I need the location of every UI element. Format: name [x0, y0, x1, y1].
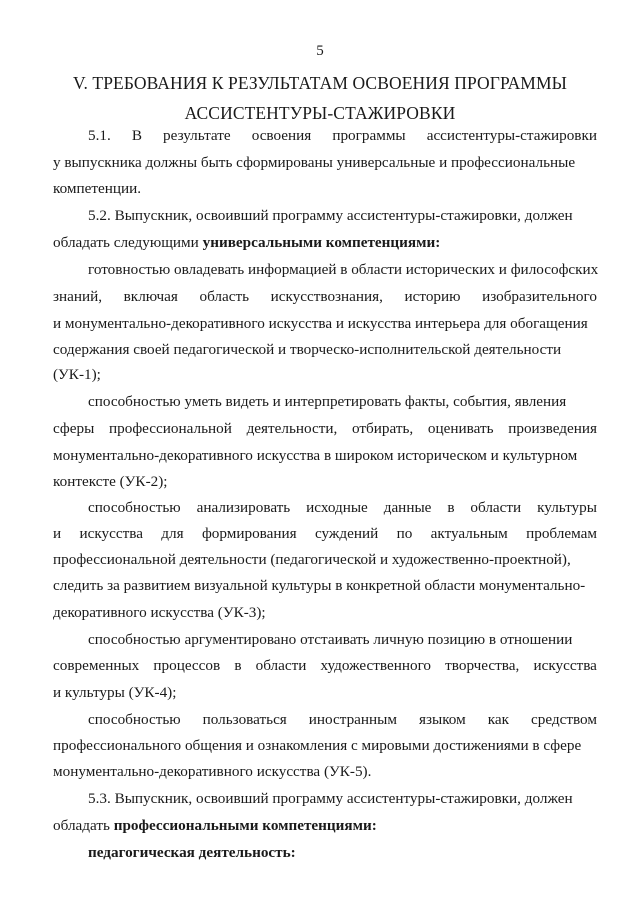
uk2-line-3: монументально-декоративного искусства в широком историческом и культурном: [53, 447, 578, 464]
uk1-line-3: и монументально-декоративного искусства и искусства интерьера для обогащения: [53, 315, 588, 332]
word: профессиональной: [109, 420, 232, 437]
word: проблемам: [526, 525, 597, 542]
word: культуры: [537, 499, 597, 516]
word: современных: [53, 657, 140, 674]
uk3-line-2: [53, 525, 597, 543]
word: область: [199, 288, 250, 305]
professional-competencies-label: профессиональными компетенциями:: [113, 817, 377, 834]
word: произведения: [508, 420, 597, 437]
uk4-line-1: способностью аргументировано отстаивать личную позицию в отношении: [88, 631, 573, 648]
word: пользоваться: [202, 711, 287, 728]
word: актуальным: [430, 525, 508, 542]
word: способностью: [88, 499, 181, 516]
word: сферы: [53, 420, 95, 437]
word: данные: [383, 499, 432, 516]
paragraph-5-1-line-3: компетенции.: [53, 180, 142, 197]
word: творчества,: [445, 657, 520, 674]
word: программы: [332, 127, 406, 144]
word: искусствознания,: [270, 288, 383, 305]
word: освоения: [251, 127, 312, 144]
word: анализировать: [196, 499, 291, 516]
uk5-line-1: [88, 711, 597, 729]
uk3-line-5: декоративного искусства (УК-3);: [53, 604, 266, 621]
word: по: [396, 525, 413, 542]
uk1-line-2: [53, 288, 597, 306]
uk5-line-2: профессионального общения и ознакомления с мировыми достижениями в сфере: [53, 737, 582, 754]
word: 5.1.: [88, 127, 111, 144]
word: процессов: [153, 657, 221, 674]
word: как: [487, 711, 509, 728]
uk2-line-4: контексте (УК-2);: [53, 473, 168, 490]
word: художественного: [320, 657, 432, 674]
word: изобразительного: [482, 288, 597, 305]
word: деятельности,: [246, 420, 338, 437]
word: результате: [163, 127, 231, 144]
universal-competencies-label: универсальными компетенциями:: [202, 234, 441, 251]
word: в: [447, 499, 455, 516]
word: отбирать,: [352, 420, 414, 437]
word: языком: [419, 711, 466, 728]
word: формирования: [201, 525, 297, 542]
uk3-line-4: следить за развитием визуальной культуры в конкретной области монументально-: [53, 577, 586, 594]
word: области: [470, 499, 522, 516]
uk3-line-3: профессиональной деятельности (педагогической и художественно-проектной),: [53, 551, 571, 568]
uk1-line-1: готовностью овладевать информацией в области исторических и философских: [88, 261, 599, 278]
word: включая: [123, 288, 178, 305]
word: искусства: [79, 525, 143, 542]
section-title-line-2: АССИСТЕНТУРЫ-СТАЖИРОВКИ: [184, 103, 456, 123]
uk4-line-2: [53, 657, 597, 675]
word: исходные: [306, 499, 368, 516]
word: искусства: [533, 657, 597, 674]
word: способностью: [88, 711, 181, 728]
page-number: 5: [316, 43, 324, 59]
text: обладать следующими: [53, 234, 203, 251]
word: суждений: [314, 525, 379, 542]
paragraph-5-2-line-1: 5.2. Выпускник, освоивший программу ассистентуры-стажировки, должен: [88, 207, 573, 224]
uk5-line-3: монументально-декоративного искусства (УК-5).: [53, 763, 372, 780]
word: области: [255, 657, 307, 674]
word: иностранным: [308, 711, 397, 728]
paragraph-5-1-line-2: у выпускника должны быть сформированы универсальные и профессиональные: [53, 154, 576, 171]
word: в: [234, 657, 242, 674]
paragraph-5-2-line-2: [53, 234, 440, 252]
word: и: [53, 525, 62, 542]
word: историю: [404, 288, 461, 305]
uk1-line-4: содержания своей педагогической и творческо-исполнительской деятельности: [53, 341, 562, 358]
uk1-line-5: (УК-1);: [53, 366, 101, 383]
word: В: [131, 127, 142, 144]
paragraph-5-3-line-1: 5.3. Выпускник, освоивший программу ассистентуры-стажировки, должен: [88, 790, 573, 807]
uk2-line-1: способностью уметь видеть и интерпретировать факты, события, явления: [88, 393, 567, 410]
word: знаний,: [53, 288, 103, 305]
uk2-line-2: [53, 420, 597, 438]
pedagogical-activity-label: педагогическая деятельность:: [88, 844, 296, 861]
word: для: [161, 525, 184, 542]
word: средством: [531, 711, 597, 728]
paragraph-5-1-line-1: [88, 127, 597, 145]
word: ассистентуры-стажировки: [426, 127, 597, 144]
text: обладать: [53, 817, 114, 834]
pedagogical-activity-heading: [88, 844, 296, 862]
paragraph-5-3-line-2: [53, 817, 377, 835]
uk3-line-1: [88, 499, 597, 517]
section-title-line-1: V. ТРЕБОВАНИЯ К РЕЗУЛЬТАТАМ ОСВОЕНИЯ ПРОГРАММЫ: [73, 73, 567, 93]
uk4-line-3: и культуры (УК-4);: [53, 684, 177, 701]
word: оценивать: [427, 420, 494, 437]
